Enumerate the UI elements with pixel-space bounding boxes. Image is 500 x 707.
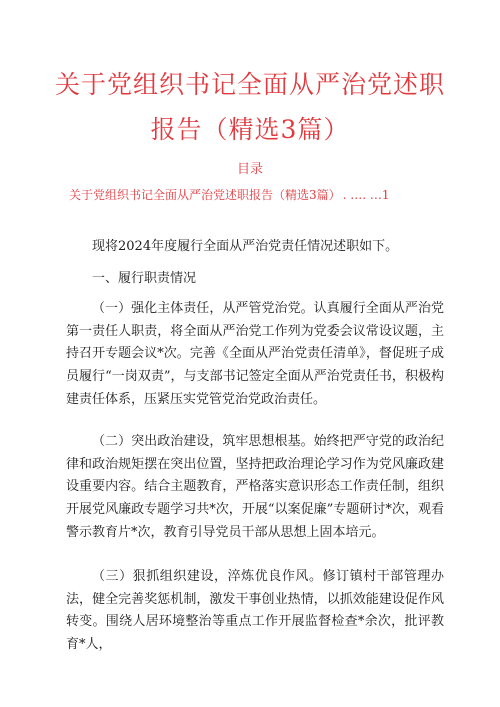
paragraph-2-block — [66, 431, 444, 545]
section-heading: 一、履行职责情况 — [92, 271, 197, 286]
document-title-line1: 关于党组织书记全面从严治党述职 — [54, 70, 445, 99]
toc-heading: 目录 — [236, 162, 263, 177]
toc-entry[interactable] — [69, 187, 449, 203]
body-paragraph: （一）强化主体责任，从严管党治党。认真履行全面从严治党第一责任人职责，将全面从严治党工作列为党委会议常设议题，主持召开专题会议*次。完善《全面从严治党责任清单》，督促班子成员履行“一岗双责”，与支部书记签定全面从严治党责任书，积极构建责任体系，压紧压实党管党治党政治责任。 — [66, 301, 444, 407]
intro-text: 现将2024年度履行全面从严治党责任情况述职如下。 — [92, 239, 399, 254]
body-paragraph: （二）突出政治建设，筑牢思想根基。始终把严守党的政治纪律和政治规矩摆在突出位置，坚持把政治理论学习作为党风廉政建设重要内容。结合主题教育，严格落实意识形态工作责任制，组织开展党风廉政专题学习共*次，开展“以案促廉”专题研讨*次，观看警示教育片*次，教育引导党员干部从思想上固本培元。 — [66, 434, 444, 540]
section-heading-block — [66, 268, 444, 291]
toc-entry-page-number: 1 — [381, 188, 390, 202]
body-paragraph: （三）狠抓组织建设，淬炼优良作风。修订镇村干部管理办法，健全完善奖惩机制，激发干事创业热情，以抓效能建设促作风转变。围绕人居环境整治等重点工作开展监督检查*余次，批评教育*人， — [66, 569, 444, 653]
paragraph-1-block — [66, 298, 444, 412]
toc-entry-leader: . …. … — [342, 188, 382, 202]
intro-paragraph — [66, 236, 444, 259]
paragraph-3-block — [66, 566, 444, 657]
toc-entry-text: 关于党组织书记全面从严治党述职报告（精选3篇） — [69, 188, 341, 202]
document-title-line2: 报告（精选3篇） — [150, 115, 350, 144]
